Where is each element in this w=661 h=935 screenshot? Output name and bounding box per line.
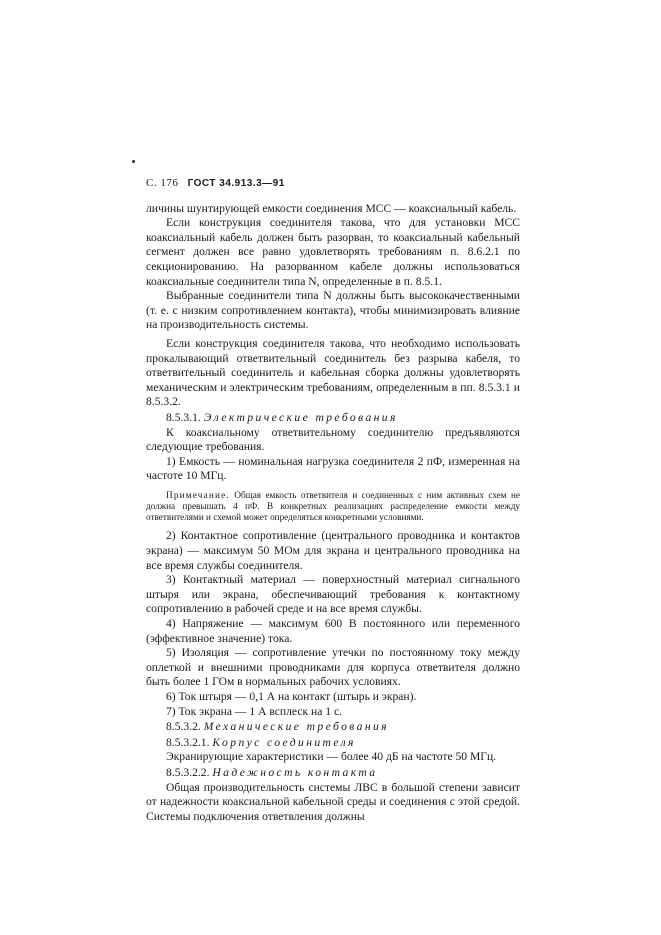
list-item-isolation: 5) Изоляция — сопротивление утечки по постоянному току между оплеткой и внешними проводниками для корпуса ответвителя должно быть более 1 ГОм в нормальных рабочих условиях.: [146, 646, 520, 689]
page-header: [146, 176, 520, 192]
paragraph-n-connectors: Выбранные соединители типа N должны быть высококачественными (т. е. с низким сопротивлением контакта), чтобы минимизировать влияние на производительность системы.: [146, 289, 520, 332]
page-number: С. 176: [146, 177, 179, 189]
list-item-pin-current: 6) Ток штыря — 0,1 А на контакт (штырь и экран).: [166, 690, 417, 704]
note-block: [146, 490, 520, 524]
section-heading-contact-reliability: [146, 766, 520, 781]
list-item-voltage: 4) Напряжение — максимум 600 В постоянного или переменного (эффективное значение) тока.: [146, 617, 520, 645]
section-title: Надежность контакта: [212, 765, 378, 779]
document-page: [146, 176, 520, 824]
scan-speck: [132, 160, 135, 163]
paragraph-shielding: Экранирующие характеристики — более 40 дБ на частоте 50 МГц.: [166, 750, 497, 764]
paragraph-lan-performance: Общая производительность системы ЛВС в большой степени зависит от надежности коаксиальной кабельной среды и соединения с этой средой. Системы подключения ответвления должны: [146, 780, 520, 823]
paragraph-requirements-intro: К коаксиальному ответвительному соединителю предъявляются следующие требования.: [146, 425, 520, 454]
section-number: 8.5.3.2.: [166, 720, 201, 734]
note-text: Общая емкость ответвителя и соединенных с ним активных схем не должна превышать 4 пФ. В конкретных реализациях распределение емкости между ответвителями и схемой может определяться конкретными условиями.: [146, 489, 520, 523]
section-number: 8.5.3.2.2.: [166, 765, 210, 779]
list-item-shield-current: 7) Ток экрана — 1 А всплеск на 1 с.: [166, 704, 342, 718]
section-number: 8.5.3.1.: [166, 410, 201, 424]
list-item-capacitance: 1) Емкость — номинальная нагрузка соединителя 2 пФ, измеренная на частоте 10 МГц.: [146, 454, 520, 483]
note-label: Примечание.: [166, 489, 230, 500]
list-item-contact-material: 3) Контактный материал — поверхностный материал сигнального штыря или экрана, обеспечивающий требования к контактному сопротивлению в рабочей среде и на все время службы.: [146, 573, 520, 616]
paragraph-continuation: личины шунтирующей емкости соединения МСС — коаксиальный кабель.: [146, 201, 517, 215]
paragraph-piercing-tap: Если конструкция соединителя такова, что необходимо использовать прокалывающий ответвительный соединитель без разрыва кабеля, то ответвительный соединитель и кабельная сборка должны удовлетворять механическим и электрическим требованиям, определенным в пп. 8.5.3.1 и 8.5.3.2.: [146, 336, 520, 409]
section-title: Механические требования: [203, 720, 389, 734]
section-title: Корпус соединителя: [212, 735, 356, 749]
section-title: Электрические требования: [203, 410, 398, 424]
section-heading-connector-body: [146, 736, 520, 751]
standard-code: ГОСТ 34.913.3—91: [187, 178, 285, 189]
section-heading-electrical: [146, 411, 520, 426]
section-number: 8.5.3.2.1.: [166, 735, 210, 749]
paragraph-connector-break: Если конструкция соединителя такова, что для установки МСС коаксиальный кабель должен быть разорван, то коаксиальный кабельный сегмент должен все равно удовлетворять требованиям п. 8.6.2.1 по секционированию. На разорванном кабеле должны использоваться коаксиальные соединители типа N, определенные в п. 8.5.1.: [146, 216, 520, 288]
section-heading-mechanical: [146, 720, 520, 735]
list-item-contact-resistance: 2) Контактное сопротивление (центрального проводника и контактов экрана) — максимум 50 МОм для экрана и центрального проводника на все время службы соединителя.: [146, 529, 520, 572]
